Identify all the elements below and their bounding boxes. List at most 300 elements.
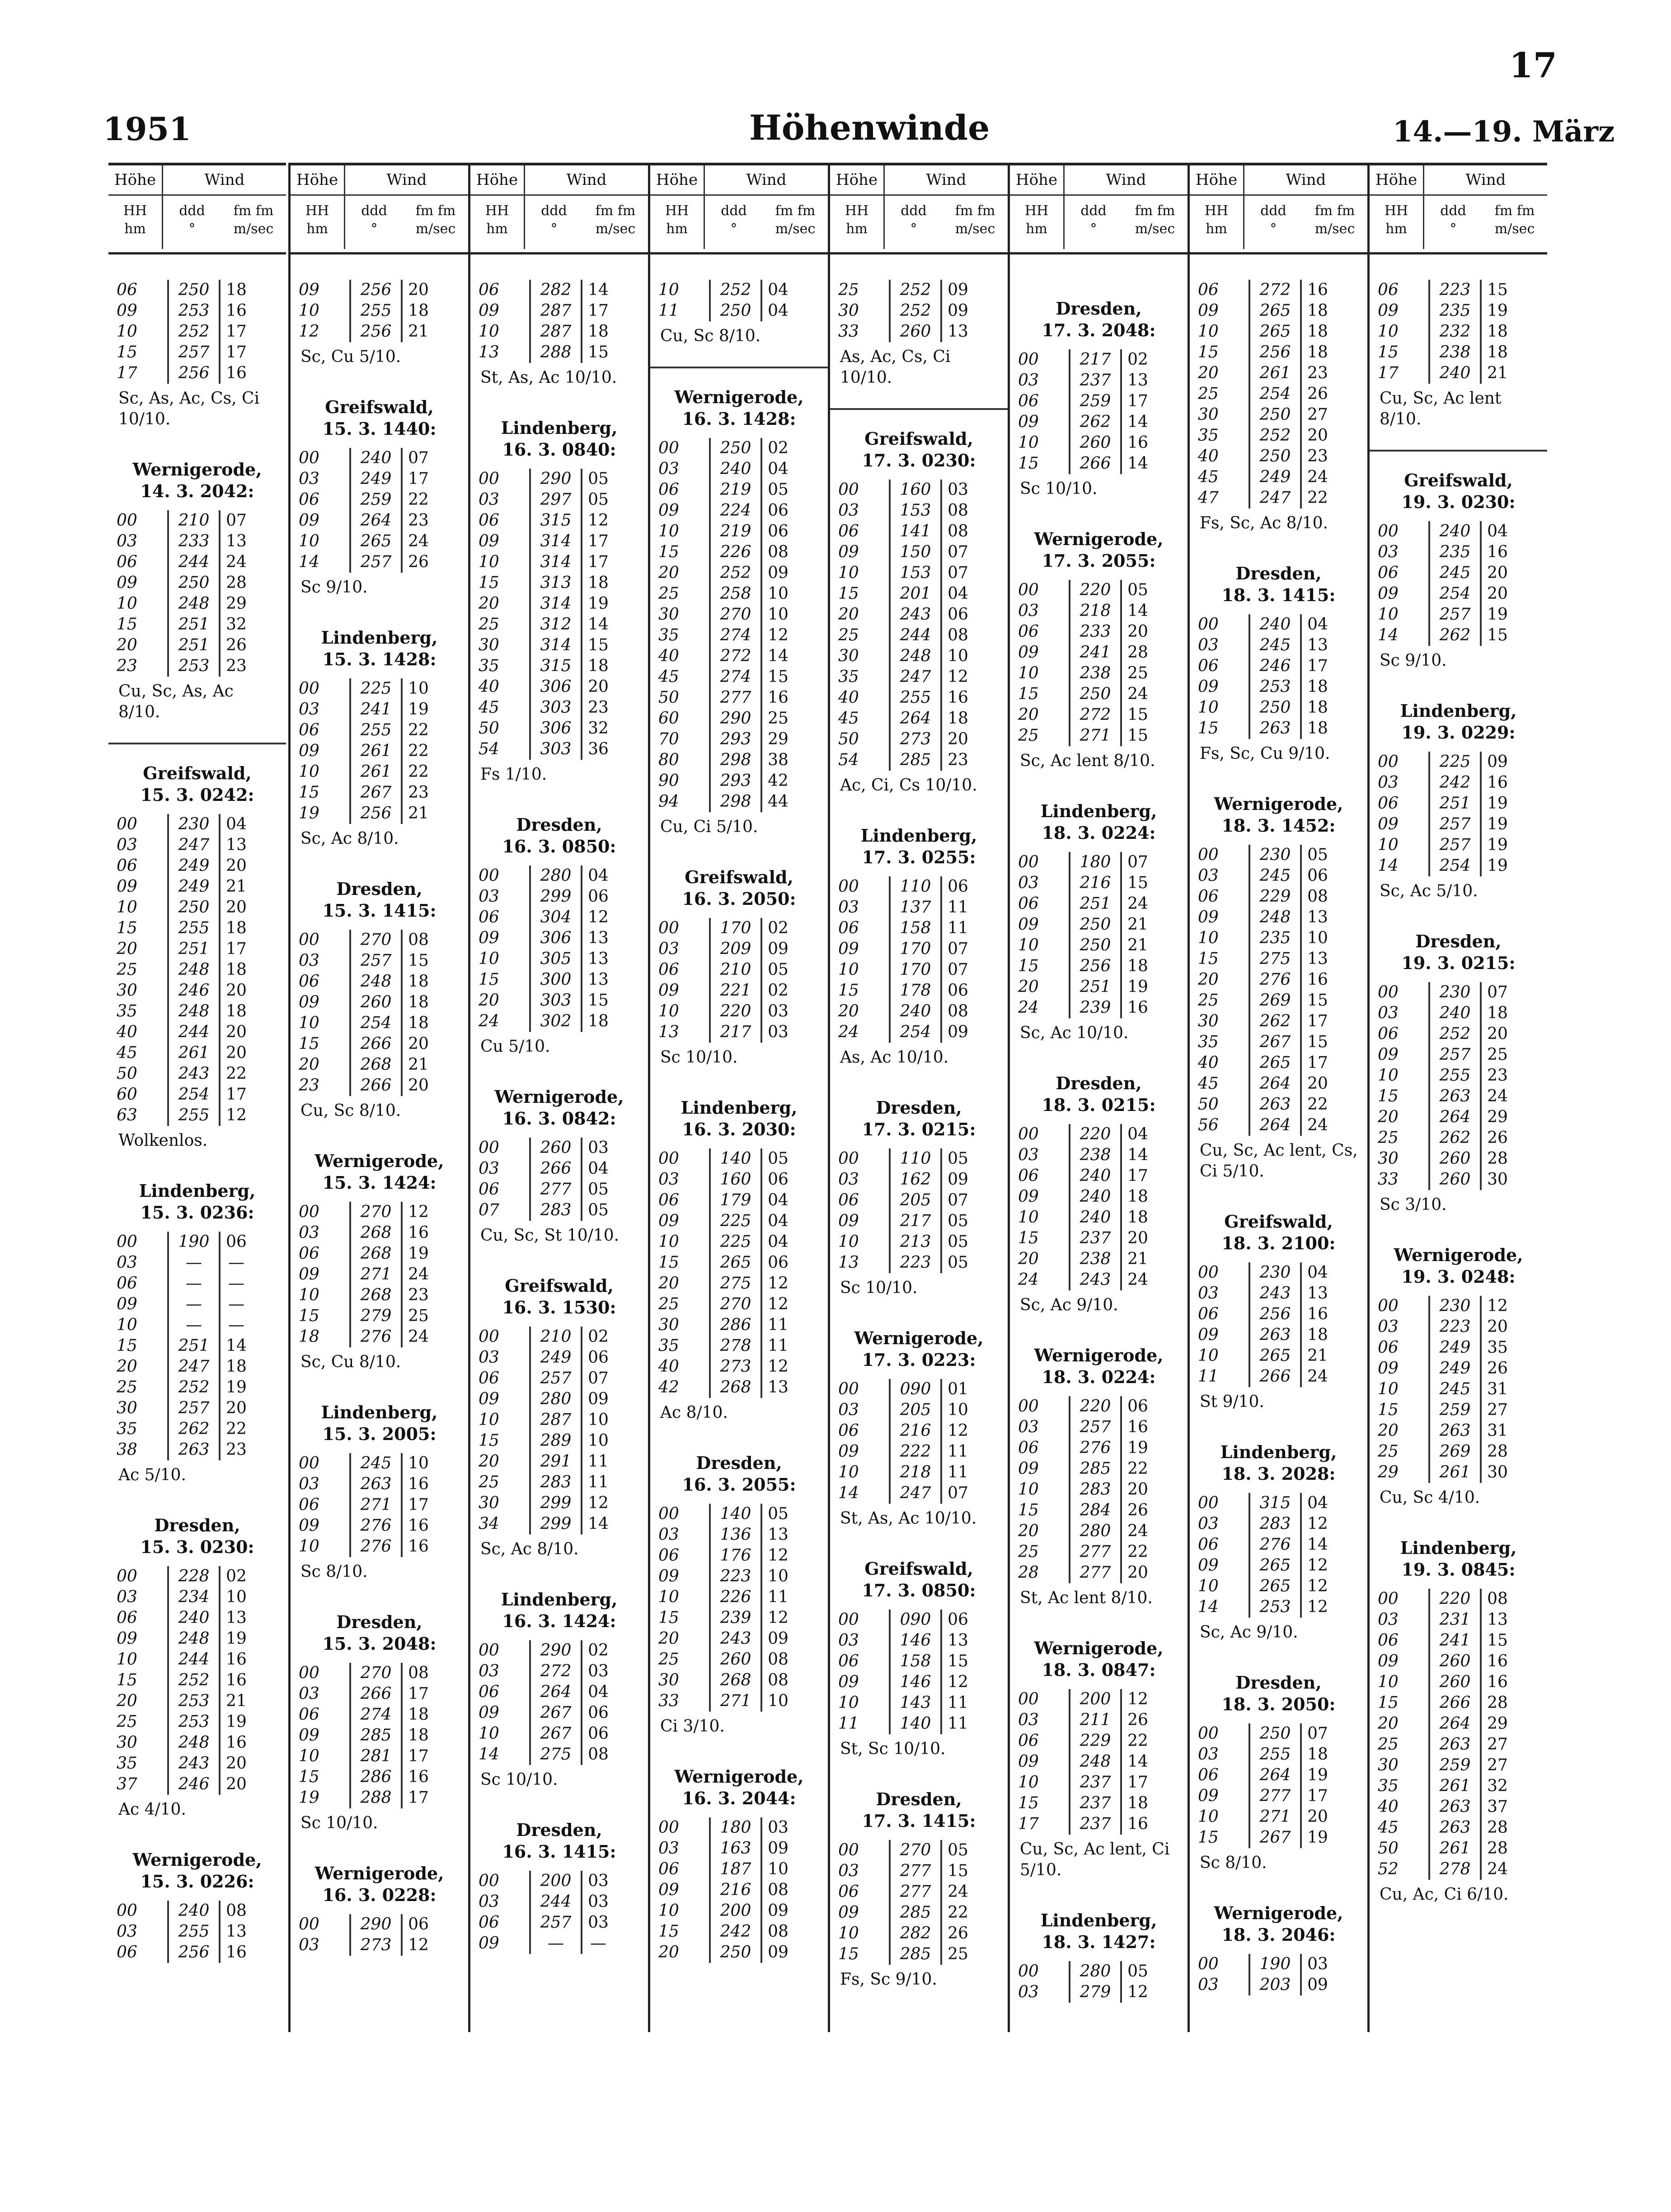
direction-cell: 245 [1249,866,1302,886]
header-fm [1122,196,1188,249]
table-row [1370,1610,1547,1630]
direction-cell: 275 [709,1273,762,1294]
direction-cell: 285 [889,1902,942,1923]
table-row [1190,949,1367,970]
height-cell: 60 [117,1085,137,1104]
table-row [291,552,468,573]
table-row [1370,1672,1547,1693]
cloud-note: St, Ac lent 8/10. [1020,1589,1153,1607]
height-cell: 00 [1018,581,1039,599]
direction-cell: 251 [167,939,221,960]
height-cell: 03 [838,1170,859,1189]
table-row [108,1315,286,1336]
cloud-note: Sc, Ac 8/10. [480,1540,579,1558]
direction-cell: 315 [529,510,582,531]
direction-cell: 263 [1249,1325,1302,1346]
speed-cell: 19 [1127,978,1148,996]
header-row [1370,165,1547,196]
station-date: 17. 3. 0230: [862,450,976,471]
height-cell: 35 [117,1754,137,1773]
direction-cell: 262 [1428,1128,1482,1148]
table-row [1010,1166,1188,1186]
direction-cell: 255 [167,918,221,939]
table-row [830,1630,1008,1651]
direction-cell: 281 [349,1746,403,1767]
direction-cell: 244 [167,1649,221,1670]
speed-cell: 20 [1487,584,1508,603]
height-cell: 00 [1018,853,1039,871]
table-row [830,500,1008,521]
speed-cell: 28 [1487,1694,1508,1712]
direction-cell: 263 [1428,1817,1482,1838]
height-cell: 00 [299,1915,319,1934]
header-ddd-label: ddd [1440,203,1466,219]
height-cell: 09 [1378,1045,1399,1064]
speed-cell: 20 [226,857,247,875]
direction-cell: 235 [1428,301,1482,321]
direction-cell: 249 [1428,1358,1482,1379]
table-row [1010,1145,1188,1166]
height-cell: 25 [1018,1543,1039,1561]
speed-cell: 15 [1127,706,1148,724]
direction-cell: 090 [889,1379,942,1400]
speed-cell: 42 [768,772,789,790]
height-cell: 00 [1018,1125,1039,1144]
station-date: 16. 3. 0842: [502,1108,616,1129]
direction-cell: 203 [1249,1975,1302,1996]
direction-cell: 259 [1428,1400,1482,1421]
direction-cell: 255 [349,301,403,321]
table-row [650,1169,828,1190]
speed-cell: 05 [948,1841,968,1859]
direction-cell: 265 [1249,1346,1302,1366]
speed-cell: 11 [768,1316,789,1334]
height-cell: 06 [1198,1535,1219,1554]
speed-cell: 15 [1127,874,1148,892]
height-cell: 15 [1018,957,1039,975]
height-cell: 00 [299,449,319,467]
table-row [1190,1765,1367,1786]
height-cell: 09 [1018,413,1039,431]
height-cell: 10 [479,1724,499,1743]
table-row [291,448,468,469]
station-name: Dresden, [1415,931,1502,951]
station-name: Lindenberg, [1040,801,1157,821]
height-cell: 29 [1378,1463,1399,1482]
speed-cell: 03 [588,1662,609,1680]
direction-cell: 306 [529,677,582,697]
table-row [291,1767,468,1788]
height-cell: 35 [658,626,679,645]
table-row [830,1421,1008,1441]
station-block [830,1770,1008,2001]
table-row [470,1431,648,1451]
height-cell: 00 [1378,1297,1399,1315]
cloud-note: Sc 8/10. [300,1563,368,1581]
table-row [830,1252,1008,1273]
height-cell: 25 [838,626,859,645]
direction-cell: 280 [1069,1521,1122,1542]
station-date: 15. 3. 1415: [322,900,437,921]
header-hh-label: HH [1384,203,1408,219]
header-fm-label: fm fm [595,203,636,219]
speed-cell: 07 [1487,983,1508,1002]
height-cell: 14 [1378,857,1399,875]
height-cell: 03 [117,1253,137,1272]
height-cell: 00 [838,1841,859,1859]
height-cell: 06 [479,511,499,530]
header-deg-label: ° [730,221,737,237]
speed-cell: 14 [1127,454,1148,473]
header-hm-label: hm [124,221,146,237]
direction-cell: 224 [709,500,762,521]
speed-cell: 25 [948,1945,968,1963]
speed-cell: 11 [588,1452,609,1471]
height-cell: 00 [299,1203,319,1221]
height-cell: 09 [1198,1556,1219,1575]
table-row [1370,1693,1547,1713]
speed-cell: 03 [768,1818,789,1837]
height-cell: 10 [299,532,319,551]
station-block [1190,1423,1367,1654]
height-cell: 09 [838,543,859,561]
table-row [1010,580,1188,601]
table-row [1190,1094,1367,1115]
speed-cell: 07 [948,543,968,561]
height-cell: 35 [658,1337,679,1355]
table-row [1010,1961,1188,1982]
speed-cell: 22 [408,721,429,739]
direction-cell: 210 [529,1327,582,1347]
speed-cell: 29 [1487,1108,1508,1126]
speed-cell: 09 [768,1901,789,1920]
station-date: 17. 3. 2048: [1042,320,1156,340]
direction-cell: 231 [1428,1610,1482,1630]
station-date: 17. 3. 0215: [862,1119,976,1139]
speed-cell: 18 [1307,343,1328,362]
station-name: Dresden, [336,1612,422,1632]
table-row [650,542,828,563]
height-cell: 25 [479,615,499,634]
direction-cell: 110 [889,876,942,897]
table-row [650,1232,828,1252]
header-fm-label: fm fm [955,203,995,219]
direction-cell: 250 [167,897,221,918]
header-row [291,196,468,249]
direction-cell: 262 [1428,625,1482,646]
direction-cell: 244 [889,625,942,646]
direction-cell: 248 [1069,1751,1122,1772]
height-cell: 40 [838,688,859,707]
direction-cell: 257 [1069,1417,1122,1438]
table-row [108,1753,286,1774]
table-row [108,1649,286,1670]
table-row [1190,1011,1367,1032]
height-cell: 00 [1198,1494,1219,1512]
height-cell: 17 [117,364,137,382]
speed-cell: 17 [408,1496,429,1514]
direction-cell: 235 [1428,542,1482,563]
speed-cell: 16 [1307,970,1328,989]
direction-cell: 315 [529,656,582,677]
height-cell: 15 [117,343,137,362]
height-cell: 30 [658,1671,679,1690]
height-cell: 09 [1378,584,1399,603]
header-wind: Wind [566,171,607,189]
speed-cell: — [228,1274,244,1293]
table-row [1190,1514,1367,1534]
header-hh [830,196,885,249]
table-row [1010,1563,1188,1583]
speed-cell: 02 [588,1641,609,1660]
height-cell: 10 [1018,433,1039,452]
direction-cell: 299 [529,1493,582,1514]
table-row [650,1148,828,1169]
direction-cell: 254 [1428,584,1482,604]
table-row [830,1923,1008,1944]
header-ms-label: m/sec [1135,221,1175,237]
height-cell: 25 [1198,385,1219,403]
direction-cell: 277 [1249,1786,1302,1807]
direction-cell: 251 [167,635,221,656]
direction-cell: 288 [529,342,582,363]
table-row [830,1211,1008,1232]
direction-cell: 225 [349,678,403,699]
header-ms-label: m/sec [955,221,995,237]
station-date: 18. 3. 0847: [1042,1660,1156,1680]
table-row [470,614,648,635]
direction-cell: 268 [709,1377,762,1398]
table-row [108,635,286,656]
table-row [470,301,648,321]
height-cell: 03 [658,1839,679,1858]
table-row [470,1200,648,1221]
direction-cell: 314 [529,531,582,552]
height-cell: 52 [1378,1860,1399,1878]
speed-cell: 22 [1307,1095,1328,1114]
direction-cell: 265 [1249,1555,1302,1576]
header-ms-label: m/sec [233,221,274,237]
cloud-note: Sc, Ac 10/10. [1020,1024,1129,1042]
cloud-note: Sc, Ac 8/10. [300,829,399,848]
speed-cell: 13 [226,1609,247,1627]
height-cell: 25 [117,1378,137,1397]
cloud-note: Cu, Sc, Ac lent 8/10. [1380,389,1502,428]
table-row [830,1462,1008,1483]
direction-cell: 249 [1249,467,1302,488]
speed-cell: 23 [1307,447,1328,466]
speed-cell: 13 [1307,1284,1328,1303]
height-cell: 03 [1198,636,1219,654]
table-column [1367,163,1547,2032]
header-wind: Wind [386,171,427,189]
speed-cell: 06 [226,1233,247,1251]
height-cell: 00 [838,480,859,499]
direction-cell: 262 [1249,1011,1302,1032]
station-name: Wernigerode, [314,1863,444,1883]
speed-cell: 03 [588,1913,609,1932]
direction-cell: 247 [889,667,942,687]
table-row [108,1712,286,1732]
height-cell: 20 [658,1629,679,1648]
station-block [108,1831,286,1963]
direction-cell: 230 [1249,845,1302,866]
height-cell: 33 [838,322,859,341]
speed-cell: 12 [948,1421,968,1440]
height-cell: 10 [117,594,137,613]
speed-cell: 05 [1127,581,1148,599]
table-row [1010,1417,1188,1438]
speed-cell: 20 [226,1775,247,1793]
speed-cell: 12 [588,1494,609,1512]
direction-cell: 264 [1249,1073,1302,1094]
station-name: Dresden, [876,1097,962,1118]
speed-cell: 17 [588,532,609,551]
table-row [291,1935,468,1956]
cloud-note: Sc 10/10. [1020,480,1098,498]
height-cell: 20 [479,991,499,1010]
height-cell: 10 [1198,322,1219,341]
direction-cell: 160 [709,1169,762,1190]
speed-cell: 25 [1127,664,1148,682]
direction-cell: 245 [1428,1379,1482,1400]
header-ddd [705,196,763,249]
table-row [650,1356,828,1377]
height-cell: 25 [117,1713,137,1731]
header-fm-label: fm fm [233,203,274,219]
speed-cell: 05 [768,1149,789,1168]
header-hoehe: Höhe [650,165,705,194]
header-hh-label: HH [1204,203,1229,219]
direction-cell: 275 [529,1744,582,1765]
table-row [108,1252,286,1273]
height-cell: 20 [658,564,679,582]
table-row [1370,1713,1547,1734]
height-cell: 10 [1198,698,1219,717]
height-cell: 06 [838,522,859,541]
direction-cell: 256 [1249,1304,1302,1325]
speed-cell: 16 [226,1650,247,1669]
header-hh-label: HH [123,203,147,219]
direction-cell: 267 [529,1703,582,1723]
speed-cell: 15 [588,991,609,1010]
speed-cell: 08 [226,1901,247,1920]
height-cell: 20 [1018,1522,1039,1540]
direction-cell: 266 [349,1075,403,1096]
speed-cell: 14 [588,615,609,634]
height-cell: 06 [1378,1025,1399,1043]
height-cell: 09 [658,501,679,520]
table-row [108,1022,286,1043]
direction-cell: — [529,1933,582,1954]
direction-cell: 162 [889,1169,942,1190]
station-name: Lindenberg, [1400,1538,1517,1558]
table-row [1010,1814,1188,1835]
table-row [291,1746,468,1767]
direction-cell: 264 [889,708,942,729]
speed-cell: 06 [768,1170,789,1189]
direction-cell: 273 [709,1356,762,1377]
table-column [828,163,1008,2032]
height-cell: 06 [479,281,499,299]
direction-cell: 267 [349,782,403,803]
header-ddd-label: ddd [361,203,387,219]
speed-cell: 24 [1487,1860,1508,1878]
height-cell: 25 [658,1650,679,1669]
speed-cell: 32 [1487,1777,1508,1795]
table-row [1190,1493,1367,1514]
direction-cell: 280 [529,1389,582,1410]
direction-cell: 220 [709,1001,762,1022]
station-block [291,378,468,609]
speed-cell: 13 [768,1378,789,1397]
height-cell: 03 [658,460,679,478]
direction-cell: 230 [1428,1296,1482,1317]
direction-cell: 266 [349,1684,403,1704]
height-cell: 45 [1198,468,1219,486]
table-row [1010,1186,1188,1207]
table-row [1370,752,1547,772]
direction-cell: 263 [1428,1797,1482,1817]
table-row [1370,1630,1547,1651]
height-cell: 30 [1198,405,1219,424]
speed-cell: 14 [768,647,789,665]
table-row [291,1788,468,1808]
table-row [1190,280,1367,301]
table-row [1010,1228,1188,1249]
table-row [650,646,828,667]
table-row [108,342,286,363]
station-block [291,1132,468,1384]
direction-cell: — [167,1252,221,1273]
direction-cell: 285 [889,750,942,771]
direction-cell: 244 [167,1022,221,1043]
height-cell: 09 [117,301,137,320]
cloud-note: As, Ac, Cs, Ci 10/10. [840,348,951,387]
speed-cell: 10 [768,605,789,624]
header-ddd [525,196,583,249]
height-cell: 23 [117,657,137,675]
direction-cell: 141 [889,521,942,542]
table-row [108,835,286,856]
speed-cell: 12 [1127,1690,1148,1708]
direction-cell: 260 [1428,1169,1482,1190]
direction-cell: 240 [889,1001,942,1022]
direction-cell: 267 [529,1723,582,1744]
direction-cell: 216 [889,1421,942,1441]
table-row [291,1306,468,1327]
table-row [470,1158,648,1179]
table-row [830,1610,1008,1630]
table-row [830,1672,1008,1693]
height-cell: 10 [479,950,499,968]
table-row [1190,718,1367,739]
table-row [470,970,648,990]
height-cell: 13 [658,1023,679,1041]
direction-cell: 270 [349,1202,403,1223]
speed-cell: 04 [226,815,247,833]
speed-cell: 22 [1127,1732,1148,1750]
header-ms-label: m/sec [1314,221,1355,237]
speed-cell: 12 [768,1609,789,1627]
speed-cell: 20 [1127,1563,1148,1582]
height-cell: 20 [1198,970,1219,989]
table-row [1190,425,1367,446]
height-cell: 00 [479,1872,499,1890]
height-cell: 10 [838,1463,859,1482]
station-date: 19. 3. 0248: [1401,1266,1516,1287]
table-row [1370,793,1547,814]
